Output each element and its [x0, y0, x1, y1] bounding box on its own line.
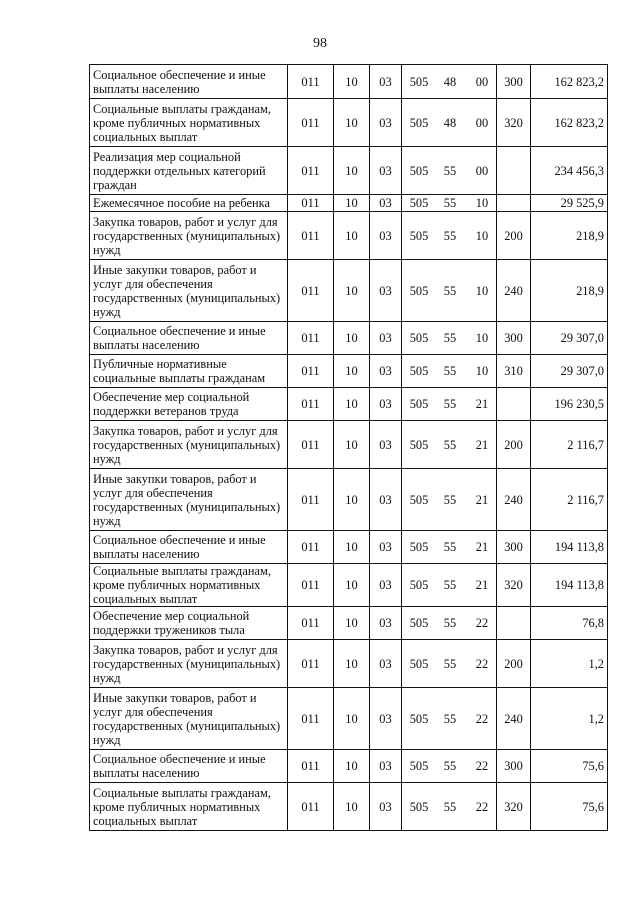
row-subsection-cell: 03 — [370, 531, 402, 564]
row-name-cell: Публичные нормативные социальные выплаты гражданам — [90, 355, 288, 388]
row-amount-cell: 162 823,2 — [531, 99, 608, 147]
row-target-code-cell — [402, 783, 497, 831]
row-subsection-cell: 03 — [370, 640, 402, 688]
row-grbs-cell: 011 — [288, 99, 334, 147]
row-expense-type-cell: 320 — [497, 564, 531, 607]
target-code-part: 55 — [443, 437, 457, 452]
row-subsection-cell: 03 — [370, 421, 402, 469]
row-subsection-cell: 03 — [370, 688, 402, 750]
table-row — [90, 607, 608, 640]
row-name-cell: Социальное обеспечение и иные выплаты населению — [90, 65, 288, 99]
row-expense-type-cell — [497, 607, 531, 640]
table-row — [90, 147, 608, 195]
row-section-cell: 10 — [334, 469, 370, 531]
row-amount-cell: 218,9 — [531, 260, 608, 322]
row-section-cell: 10 — [334, 607, 370, 640]
table-row — [90, 469, 608, 531]
row-subsection-cell: 03 — [370, 355, 402, 388]
target-code-part: 505 — [409, 228, 429, 243]
row-name-cell: Обеспечение мер социальной поддержки тружеников тыла — [90, 607, 288, 640]
row-amount-cell: 218,9 — [531, 212, 608, 260]
row-expense-type-cell: 320 — [497, 99, 531, 147]
row-expense-type-cell — [497, 388, 531, 421]
row-name-cell: Социальное обеспечение и иные выплаты населению — [90, 531, 288, 564]
row-amount-cell: 194 113,8 — [531, 531, 608, 564]
row-expense-type-cell: 310 — [497, 355, 531, 388]
row-section-cell: 10 — [334, 750, 370, 783]
row-grbs-cell: 011 — [288, 388, 334, 421]
row-name-cell: Закупка товаров, работ и услуг для государственных (муниципальных) нужд — [90, 640, 288, 688]
table-row — [90, 688, 608, 750]
target-code-part: 21 — [475, 540, 489, 554]
row-name-cell: Социальные выплаты гражданам, кроме публичных нормативных социальных выплат — [90, 564, 288, 607]
target-code-part: 55 — [443, 578, 457, 592]
row-expense-type-cell: 320 — [497, 783, 531, 831]
target-code-part: 505 — [409, 437, 429, 452]
row-subsection-cell: 03 — [370, 65, 402, 99]
target-code-part: 505 — [409, 616, 429, 630]
row-name-cell: Социальное обеспечение и иные выплаты населению — [90, 750, 288, 783]
table-row — [90, 355, 608, 388]
table-row — [90, 99, 608, 147]
target-code-part: 55 — [443, 331, 457, 345]
target-code-part: 21 — [475, 492, 489, 507]
target-code-part: 48 — [443, 74, 457, 89]
target-code-part: 10 — [475, 283, 489, 298]
row-amount-cell: 76,8 — [531, 607, 608, 640]
row-grbs-cell: 011 — [288, 469, 334, 531]
budget-table-body — [90, 65, 608, 831]
table-row — [90, 640, 608, 688]
row-grbs-cell: 011 — [288, 260, 334, 322]
row-subsection-cell: 03 — [370, 147, 402, 195]
row-target-code-cell — [402, 607, 497, 640]
target-code-part: 21 — [475, 437, 489, 452]
target-code-part: 55 — [443, 799, 457, 814]
target-code-part: 505 — [409, 492, 429, 507]
row-grbs-cell: 011 — [288, 212, 334, 260]
row-expense-type-cell: 200 — [497, 212, 531, 260]
table-row — [90, 421, 608, 469]
row-section-cell: 10 — [334, 640, 370, 688]
row-amount-cell: 29 525,9 — [531, 195, 608, 212]
table-row — [90, 65, 608, 99]
row-grbs-cell: 011 — [288, 688, 334, 750]
target-code-part: 22 — [475, 616, 489, 630]
row-grbs-cell: 011 — [288, 195, 334, 212]
target-code-part: 505 — [409, 397, 429, 411]
row-amount-cell: 29 307,0 — [531, 322, 608, 355]
row-subsection-cell: 03 — [370, 260, 402, 322]
table-row — [90, 212, 608, 260]
row-section-cell: 10 — [334, 195, 370, 212]
row-target-code-cell — [402, 640, 497, 688]
target-code-part: 21 — [475, 397, 489, 411]
target-code-part: 505 — [409, 711, 429, 726]
row-grbs-cell: 011 — [288, 640, 334, 688]
row-target-code-cell — [402, 212, 497, 260]
row-name-cell: Ежемесячное пособие на ребенка — [90, 195, 288, 212]
row-target-code-cell — [402, 421, 497, 469]
table-row — [90, 783, 608, 831]
row-amount-cell: 196 230,5 — [531, 388, 608, 421]
row-subsection-cell: 03 — [370, 195, 402, 212]
target-code-part: 505 — [409, 331, 429, 345]
row-expense-type-cell: 300 — [497, 750, 531, 783]
target-code-part: 55 — [443, 228, 457, 243]
table-row — [90, 195, 608, 212]
target-code-part: 505 — [409, 540, 429, 554]
target-code-part: 10 — [475, 364, 489, 378]
row-name-cell: Закупка товаров, работ и услуг для государственных (муниципальных) нужд — [90, 212, 288, 260]
table-row — [90, 322, 608, 355]
target-code-part: 22 — [475, 711, 489, 726]
row-name-cell: Иные закупки товаров, работ и услуг для обеспечения государственных (муниципальных) нужд — [90, 260, 288, 322]
row-amount-cell: 1,2 — [531, 688, 608, 750]
row-target-code-cell — [402, 564, 497, 607]
target-code-part: 505 — [409, 364, 429, 378]
row-name-cell: Иные закупки товаров, работ и услуг для обеспечения государственных (муниципальных) нужд — [90, 469, 288, 531]
row-target-code-cell — [402, 355, 497, 388]
target-code-part: 55 — [443, 364, 457, 378]
target-code-part: 55 — [443, 759, 457, 773]
page-number: 98 — [313, 36, 327, 51]
row-target-code-cell — [402, 388, 497, 421]
row-name-cell: Социальное обеспечение и иные выплаты населению — [90, 322, 288, 355]
row-amount-cell: 75,6 — [531, 750, 608, 783]
target-code-part: 10 — [475, 228, 489, 243]
table-row — [90, 531, 608, 564]
row-target-code-cell — [402, 531, 497, 564]
row-subsection-cell: 03 — [370, 322, 402, 355]
row-amount-cell: 2 116,7 — [531, 421, 608, 469]
row-name-cell: Реализация мер социальной поддержки отдельных категорий граждан — [90, 147, 288, 195]
row-grbs-cell: 011 — [288, 750, 334, 783]
row-name-cell: Социальные выплаты гражданам, кроме публичных нормативных социальных выплат — [90, 783, 288, 831]
target-code-part: 505 — [409, 578, 429, 592]
row-section-cell: 10 — [334, 147, 370, 195]
target-code-part: 00 — [475, 74, 489, 89]
row-grbs-cell: 011 — [288, 531, 334, 564]
row-section-cell: 10 — [334, 65, 370, 99]
row-section-cell: 10 — [334, 783, 370, 831]
row-section-cell: 10 — [334, 564, 370, 607]
row-target-code-cell — [402, 750, 497, 783]
row-section-cell: 10 — [334, 322, 370, 355]
row-subsection-cell: 03 — [370, 388, 402, 421]
row-expense-type-cell: 300 — [497, 65, 531, 99]
row-grbs-cell: 011 — [288, 421, 334, 469]
row-name-cell: Обеспечение мер социальной поддержки ветеранов труда — [90, 388, 288, 421]
target-code-part: 00 — [475, 163, 489, 178]
row-amount-cell: 1,2 — [531, 640, 608, 688]
row-section-cell: 10 — [334, 260, 370, 322]
target-code-part: 505 — [409, 196, 429, 210]
row-subsection-cell: 03 — [370, 750, 402, 783]
target-code-part: 505 — [409, 799, 429, 814]
row-amount-cell: 2 116,7 — [531, 469, 608, 531]
row-expense-type-cell: 200 — [497, 421, 531, 469]
row-target-code-cell — [402, 65, 497, 99]
row-subsection-cell: 03 — [370, 212, 402, 260]
target-code-part: 55 — [443, 196, 457, 210]
target-code-part: 505 — [409, 656, 429, 671]
row-amount-cell: 162 823,2 — [531, 65, 608, 99]
row-subsection-cell: 03 — [370, 607, 402, 640]
row-amount-cell: 75,6 — [531, 783, 608, 831]
target-code-part: 22 — [475, 656, 489, 671]
row-expense-type-cell: 240 — [497, 469, 531, 531]
row-subsection-cell: 03 — [370, 99, 402, 147]
row-subsection-cell: 03 — [370, 564, 402, 607]
row-expense-type-cell: 200 — [497, 640, 531, 688]
target-code-part: 55 — [443, 616, 457, 630]
row-section-cell: 10 — [334, 99, 370, 147]
row-section-cell: 10 — [334, 531, 370, 564]
row-grbs-cell: 011 — [288, 607, 334, 640]
target-code-part: 55 — [443, 163, 457, 178]
row-expense-type-cell: 240 — [497, 260, 531, 322]
row-name-cell: Социальные выплаты гражданам, кроме публичных нормативных социальных выплат — [90, 99, 288, 147]
row-expense-type-cell — [497, 147, 531, 195]
row-section-cell: 10 — [334, 688, 370, 750]
row-expense-type-cell: 300 — [497, 531, 531, 564]
row-target-code-cell — [402, 469, 497, 531]
row-grbs-cell: 011 — [288, 147, 334, 195]
target-code-part: 505 — [409, 115, 429, 130]
row-expense-type-cell: 300 — [497, 322, 531, 355]
table-row — [90, 564, 608, 607]
row-grbs-cell: 011 — [288, 322, 334, 355]
target-code-part: 10 — [475, 331, 489, 345]
target-code-part: 55 — [443, 711, 457, 726]
target-code-part: 21 — [475, 578, 489, 592]
row-amount-cell: 234 456,3 — [531, 147, 608, 195]
row-grbs-cell: 011 — [288, 564, 334, 607]
row-target-code-cell — [402, 260, 497, 322]
target-code-part: 505 — [409, 283, 429, 298]
table-row — [90, 750, 608, 783]
row-name-cell: Закупка товаров, работ и услуг для государственных (муниципальных) нужд — [90, 421, 288, 469]
row-subsection-cell: 03 — [370, 783, 402, 831]
target-code-part: 505 — [409, 759, 429, 773]
row-amount-cell: 29 307,0 — [531, 355, 608, 388]
target-code-part: 55 — [443, 540, 457, 554]
target-code-part: 10 — [475, 196, 489, 210]
target-code-part: 22 — [475, 759, 489, 773]
row-target-code-cell — [402, 99, 497, 147]
target-code-part: 48 — [443, 115, 457, 130]
table-row — [90, 388, 608, 421]
table-row — [90, 260, 608, 322]
row-target-code-cell — [402, 195, 497, 212]
target-code-part: 55 — [443, 492, 457, 507]
target-code-part: 505 — [409, 163, 429, 178]
row-grbs-cell: 011 — [288, 355, 334, 388]
row-section-cell: 10 — [334, 388, 370, 421]
row-target-code-cell — [402, 688, 497, 750]
row-grbs-cell: 011 — [288, 65, 334, 99]
row-expense-type-cell — [497, 195, 531, 212]
budget-table — [89, 64, 608, 831]
row-target-code-cell — [402, 322, 497, 355]
target-code-part: 55 — [443, 397, 457, 411]
row-section-cell: 10 — [334, 355, 370, 388]
row-section-cell: 10 — [334, 421, 370, 469]
target-code-part: 00 — [475, 115, 489, 130]
row-subsection-cell: 03 — [370, 469, 402, 531]
row-target-code-cell — [402, 147, 497, 195]
row-name-cell: Иные закупки товаров, работ и услуг для обеспечения государственных (муниципальных) нужд — [90, 688, 288, 750]
row-section-cell: 10 — [334, 212, 370, 260]
row-amount-cell: 194 113,8 — [531, 564, 608, 607]
target-code-part: 505 — [409, 74, 429, 89]
target-code-part: 55 — [443, 283, 457, 298]
target-code-part: 22 — [475, 799, 489, 814]
row-grbs-cell: 011 — [288, 783, 334, 831]
target-code-part: 55 — [443, 656, 457, 671]
row-expense-type-cell: 240 — [497, 688, 531, 750]
